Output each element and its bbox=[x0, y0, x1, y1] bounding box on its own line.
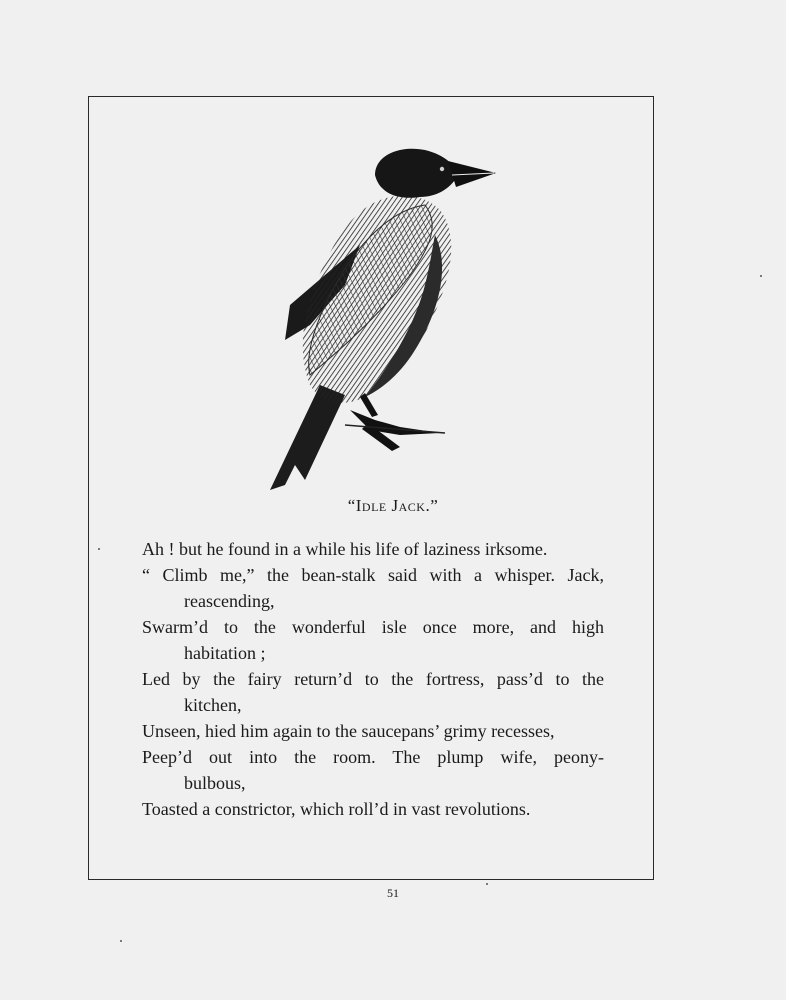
verse-line-continuation: habitation ; bbox=[184, 643, 266, 663]
page-number: 51 bbox=[387, 886, 399, 900]
verse-line-continuation: reascending, bbox=[184, 591, 275, 611]
verse-line: Toasted a constrictor, which roll’d in vast revolutions. bbox=[142, 799, 531, 819]
verse-line: “ Climb me,” the bean-stalk said with a whisper. Jack, bbox=[142, 565, 604, 585]
illustration-caption bbox=[0, 496, 786, 516]
print-speck bbox=[486, 883, 488, 885]
verse-line-continuation: bulbous, bbox=[184, 773, 246, 793]
caption-close-quote: ” bbox=[430, 496, 439, 515]
print-speck bbox=[98, 548, 100, 550]
print-speck bbox=[120, 940, 122, 942]
verse-line: Unseen, hied him again to the saucepans’ grimy recesses, bbox=[142, 721, 555, 741]
caption-title: Idle Jack. bbox=[355, 496, 431, 515]
verse-line-continuation: kitchen, bbox=[184, 695, 242, 715]
verse-line: Led by the fairy return’d to the fortress, pass’d to the bbox=[142, 669, 604, 689]
caption-open-quote: “ bbox=[347, 496, 356, 515]
verse-line: Swarm’d to the wonderful isle once more, and high bbox=[142, 617, 604, 637]
print-speck bbox=[760, 275, 762, 277]
poem-verse bbox=[142, 536, 604, 822]
verse-line: Ah ! but he found in a while his life of laziness irksome. bbox=[142, 539, 548, 559]
raven-illustration bbox=[250, 135, 520, 500]
verse-line: Peep’d out into the room. The plump wife, peony- bbox=[142, 747, 604, 767]
